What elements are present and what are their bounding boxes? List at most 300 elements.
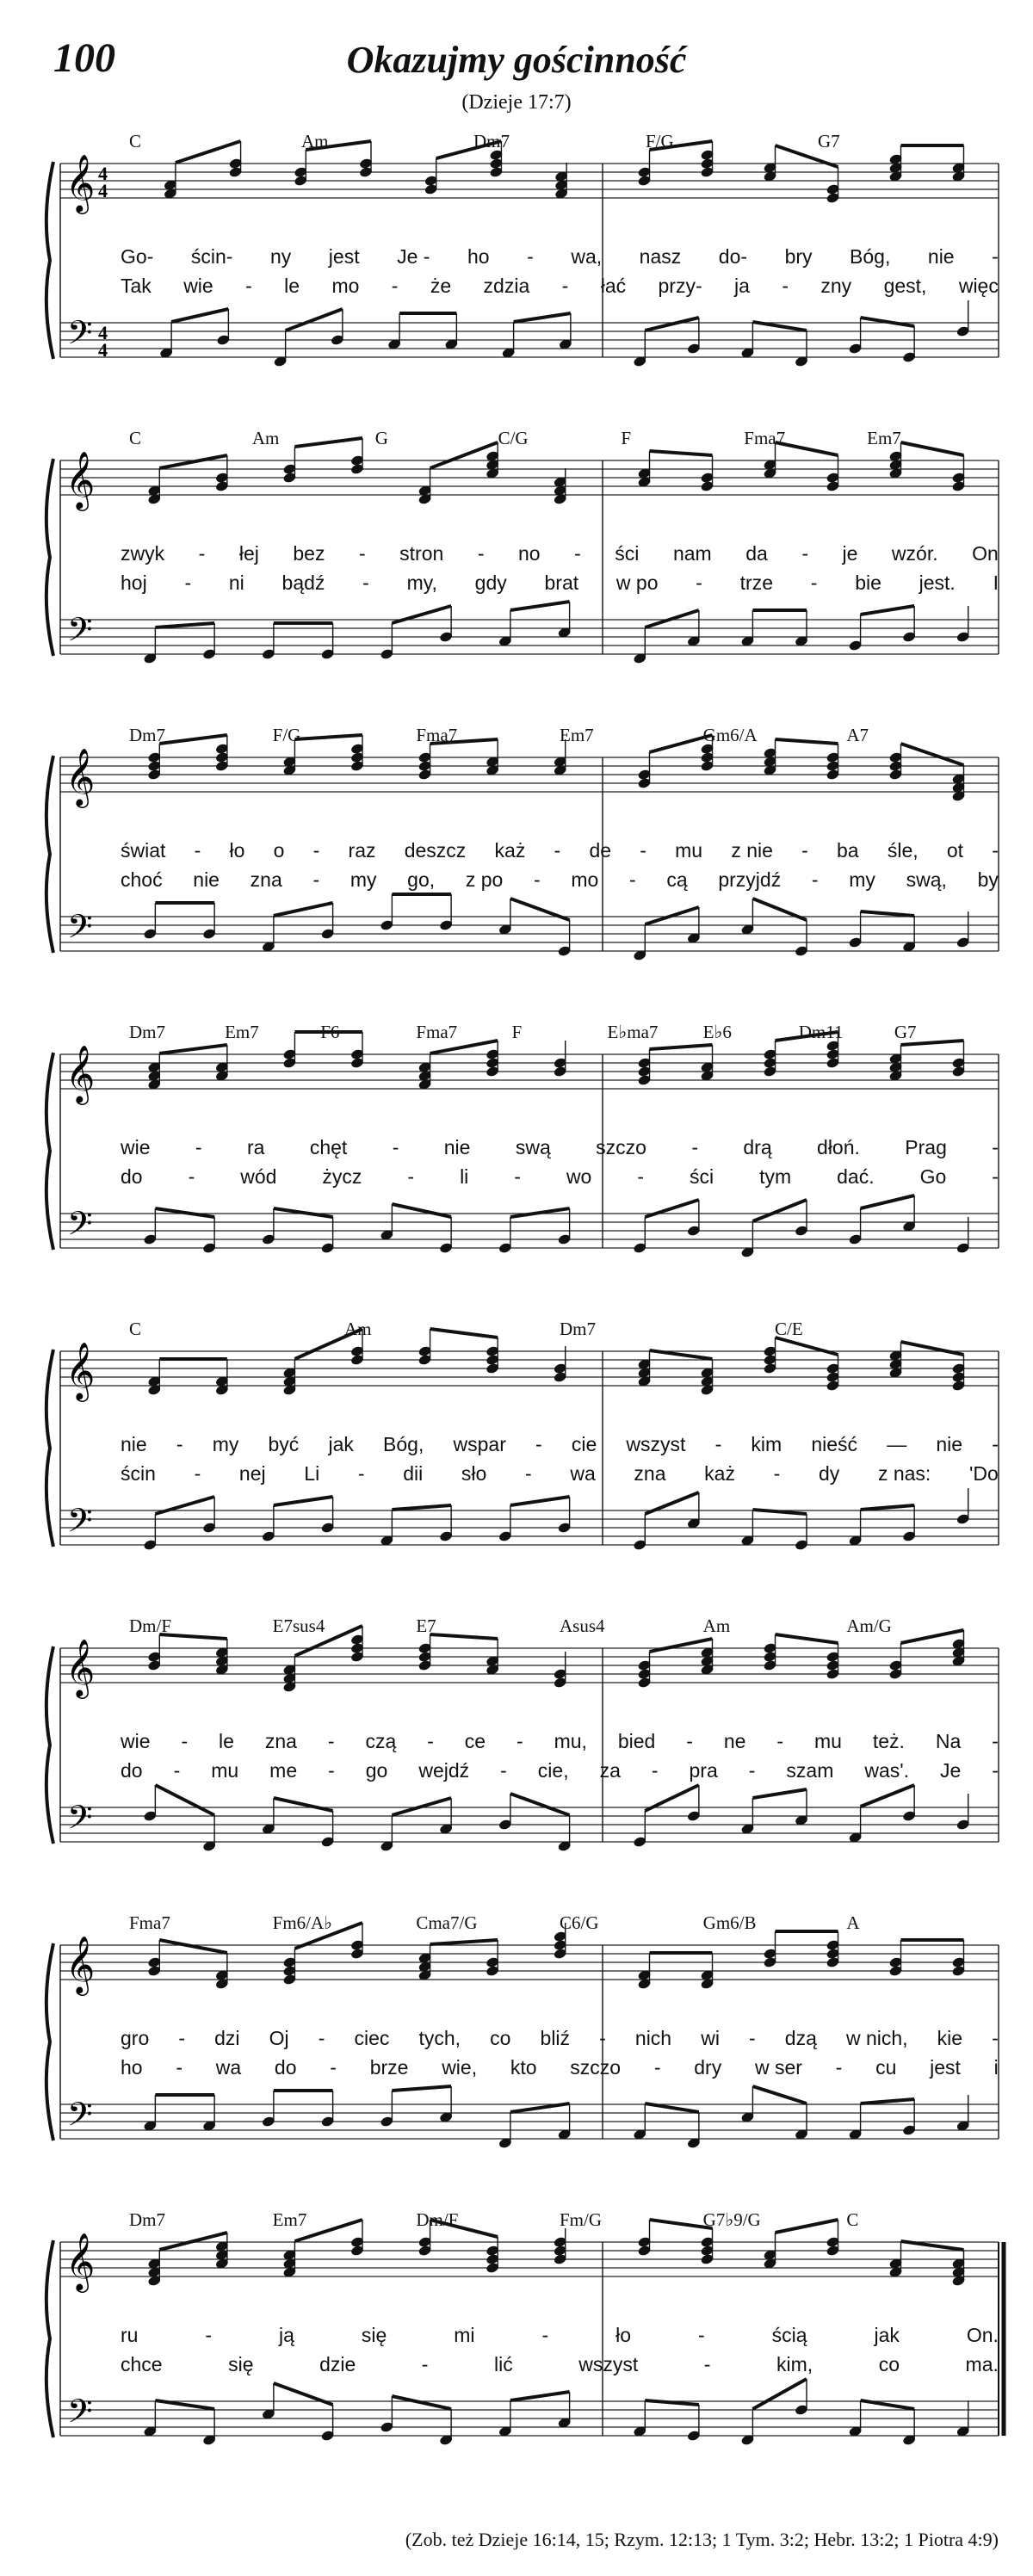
chord-symbol: Dm7 [560,1319,596,1339]
treble-note [553,2228,567,2265]
lyric-syllable: Je - [397,245,430,268]
beam [155,623,214,627]
lyric-syllable: ny [269,245,292,268]
treble-clef: 𝄞 [65,2232,96,2290]
lyric-syllable: jak [328,1433,354,1455]
lyric-syllable: - [535,1433,542,1455]
lyric-verse-1 [121,2027,999,2053]
beam [294,438,362,447]
bass-note [320,903,335,940]
brace [46,1943,53,2140]
lyric-syllable: wszyst [626,1433,686,1455]
beam [752,2379,807,2409]
lyric-syllable: mu [211,1759,239,1782]
lyric-syllable: ło [229,839,245,862]
lyric-syllable: was'. [864,1759,910,1782]
chord-symbol: Fma7 [129,1912,170,1933]
beam [430,1940,498,1944]
time-signature-top: 4 [98,322,108,343]
lyric-syllable: - [516,1730,523,1752]
lyric-syllable: brat [544,571,579,594]
lyric-syllable: ni [228,571,244,594]
lyric-syllable: wszyst [578,2353,639,2375]
beam [861,606,915,615]
bass-note [380,894,394,931]
bass-note [380,2091,394,2128]
lyric-syllable: ho [467,245,490,268]
lyric-syllable: wód [240,1165,277,1188]
chord-symbol: Dm7 [473,131,510,151]
lyric-syllable: bez [293,542,325,565]
beam [159,1045,227,1053]
lyric-syllable: przyjdź [718,868,782,891]
lyric-syllable: w nich, [845,2027,908,2049]
lyric-syllable: - [992,1730,999,1752]
lyric-syllable: ru [121,2324,139,2346]
beam [752,1789,807,1798]
beam [176,141,241,163]
beam [510,2392,570,2400]
bass-note [202,903,217,940]
lyric-verse-2 [121,1462,999,1488]
lyric-syllable: - [629,868,636,891]
beam [650,451,713,455]
lyric-verse-1 [121,1136,999,1162]
treble-clef: 𝄞 [65,747,96,806]
music-system [0,426,1033,723]
lyric-verse-1 [121,2324,999,2350]
lyric-syllable: - [534,868,541,891]
treble-note [826,1931,840,1968]
treble-note [282,1032,297,1069]
lyric-syllable: swą [515,1136,551,1158]
lyric-syllable: co [878,2353,900,2375]
lyric-syllable: - [691,1136,698,1158]
lyric-syllable: On [972,542,999,565]
lyric-syllable: ści [615,542,640,565]
lyric-syllable: - [421,2353,429,2375]
lyric-syllable: bądź [281,571,325,594]
beam [861,318,915,326]
lyric-syllable: gest, [883,275,927,297]
lyric-syllable: - [318,2027,325,2049]
lyric-syllable: bie [855,571,881,594]
beam [776,2220,838,2233]
lyric-syllable: z nas: [877,1462,931,1485]
treble-staff [60,757,999,792]
lyric-syllable: świat [121,839,166,862]
lyric-verse-2 [121,1759,999,1785]
bass-note [687,1200,702,1237]
lyric-syllable: dzi [214,2027,240,2049]
beam [650,1045,713,1049]
beam [392,606,451,623]
lyric-syllable: chęt [309,1136,348,1158]
lyric-syllable: - [312,868,320,891]
lyric-syllable: wa [570,1462,596,1485]
lyric-syllable: Bóg, [383,1433,424,1455]
lyric-verse-2 [121,1165,999,1191]
lyric-syllable: - [714,1433,722,1455]
lyric-syllable: i [993,2056,999,2079]
song-number: 100 [53,35,115,81]
lyric-syllable: go, [407,868,436,891]
lyric-syllable: — [887,1433,907,1455]
lyric-syllable: każ [704,1462,735,1485]
beam [155,1497,214,1514]
lyric-syllable: - [312,839,320,862]
lyric-syllable: Bóg, [850,245,891,268]
treble-note [486,1041,500,1078]
lyric-syllable: ło [615,2324,632,2346]
beam [650,1639,713,1652]
beam [510,1794,570,1815]
chord-symbol: G [374,428,388,448]
treble-note [350,2220,365,2257]
lyric-syllable: zny [820,275,852,297]
lyric-syllable: ra [246,1136,265,1158]
lyric-syllable: - [992,1433,999,1455]
lyric-verse-2 [121,868,999,894]
lyric-syllable: Oj [269,2027,289,2049]
lyric-syllable: - [184,571,192,594]
chord-symbol: G7♭9/G [702,2209,761,2230]
chord-symbol: Em7 [560,725,594,745]
lyric-syllable: - [358,542,366,565]
lyric-syllable: cie, [537,1759,569,1782]
time-signature-top: 4 [98,163,108,184]
lyric-syllable: dry [694,2056,722,2079]
lyric-syllable: ba [837,839,859,862]
chord-symbol: Am [251,428,280,448]
beam [861,1505,915,1510]
chord-symbol: G7 [818,131,840,151]
brace [46,459,53,656]
chord-symbol: C [129,1319,142,1339]
bass-note [202,1497,217,1534]
lyric-syllable: się [361,2324,387,2346]
beam [514,313,571,322]
beam [645,318,699,330]
bass-clef: 𝄢 [67,610,93,657]
beam [861,911,915,916]
lyric-syllable: - [574,542,581,565]
lyric-syllable: raz [348,839,376,862]
brace [46,2240,53,2437]
lyric-syllable: - [992,839,999,862]
lyric-syllable: - [357,1462,365,1485]
chord-symbol: Dm7 [129,725,165,745]
beam [645,907,699,924]
lyric-syllable: - [992,1759,999,1782]
lyric-syllable: - [477,542,485,565]
lyric-syllable: nej [238,1462,266,1485]
treble-note [700,2228,714,2265]
bass-clef: 𝄢 [67,2095,93,2141]
lyric-syllable: - [407,1165,415,1188]
lyric-syllable: nam [672,542,712,565]
lyric-syllable: - [992,1136,999,1158]
chord-symbol: G7 [894,1022,917,1042]
lyric-syllable: ma. [965,2353,999,2375]
beam [392,1505,451,1510]
beam [645,610,699,627]
beam [861,1785,915,1807]
brace [46,1350,53,1547]
lyric-syllable: nie [121,1433,147,1455]
bass-note [439,606,454,643]
lyric-syllable: - [427,1730,434,1752]
lyric-syllable: by [977,868,999,891]
treble-note [215,735,230,772]
beam [155,1208,214,1217]
chord-symbol: E7 [416,1615,436,1636]
lyric-syllable: jest [328,245,360,268]
lyric-syllable: łej [238,542,259,565]
lyric-verse-2 [121,2056,999,2082]
bass-note [439,894,454,931]
lyric-syllable: - [686,1730,693,1752]
lyric-syllable: ścin- [190,245,233,268]
lyric-syllable: nich [634,2027,672,2049]
lyric-syllable: cu [875,2056,897,2079]
beam [392,1204,451,1217]
lyric-syllable: - [178,2027,186,2049]
lyric-syllable: stron [399,542,444,565]
bass-note [262,2091,276,2128]
lyric-syllable: - [176,1433,183,1455]
lyric-syllable: w ser [754,2056,802,2079]
lyric-verse-1 [121,542,999,568]
lyric-syllable: - [697,2324,705,2346]
lyric-syllable: szczo [570,2056,622,2079]
lyric-syllable: - [992,1165,999,1188]
treble-note [350,438,365,475]
treble-staff [60,2242,999,2276]
lyric-syllable: z nie [731,839,773,862]
lyric-verse-1 [121,245,999,271]
chord-symbol: F/G [646,131,674,151]
treble-clef: 𝄞 [65,1935,96,1993]
lyric-syllable: ścią [771,2324,807,2346]
lyric-syllable: - [810,571,818,594]
treble-note [486,1337,500,1374]
beam [392,1798,451,1815]
lyric-syllable: dzą [784,2027,817,2049]
lyric-syllable: - [992,245,999,268]
brace [46,162,53,359]
lyric-syllable: - [748,1759,756,1782]
beam [901,1342,964,1355]
lyric-syllable: z po [465,868,504,891]
treble-clef: 𝄞 [65,153,96,212]
lyric-syllable: wejdź [418,1759,470,1782]
lyric-syllable: - [328,1759,335,1782]
beam [274,903,333,916]
bass-note [216,309,231,346]
beam [752,2086,807,2103]
time-signature-bottom: 4 [98,180,108,201]
lyric-syllable: - [637,1165,644,1188]
lyric-syllable: wie [121,1730,151,1752]
chord-symbol: Em7 [867,428,901,448]
treble-note [359,141,374,178]
chord-symbol: E7sus4 [272,1615,325,1636]
chord-symbol: Fm6/A♭ [272,1912,333,1933]
song-title: Okazujmy gościnność [346,39,687,81]
chord-symbol: Gm6/A [702,725,758,745]
lyric-syllable: zna [264,1730,297,1752]
treble-clef: 𝄞 [65,1341,96,1399]
lyric-syllable: dłoń. [817,1136,860,1158]
treble-note [637,2220,652,2257]
treble-note [763,1041,777,1078]
lyric-syllable: dii [403,1462,424,1485]
chord-symbol: Fma7 [744,428,786,448]
chord-symbol: C [129,428,142,448]
lyric-syllable: - [188,1165,195,1188]
lyric-syllable: my [849,868,875,891]
treble-note [888,744,903,781]
lyric-syllable: 'Do [969,1462,999,1485]
treble-staff [60,460,999,495]
lyric-syllable: Je [940,1759,962,1782]
lyric-syllable: dy [818,1462,840,1485]
lyric-syllable: - [703,2353,711,2375]
lyric-syllable: też. [872,1730,905,1752]
lyric-syllable: tym [759,1165,792,1188]
lyric-syllable: pra [689,1759,718,1782]
treble-note [763,1337,777,1374]
lyric-syllable: wo [566,1165,592,1188]
lyric-syllable: - [776,1730,784,1752]
lyric-syllable: wie [183,275,213,297]
lyric-syllable: - [514,1165,521,1188]
bass-clef: 𝄢 [67,313,93,360]
bass-note [143,903,158,940]
music-system [0,129,1033,426]
lyric-syllable: - [696,571,702,594]
lyric-syllable: więc [958,275,999,297]
beam [155,1785,214,1815]
lyric-syllable: - [392,1136,399,1158]
beam [159,1940,227,1953]
beam [776,1634,838,1643]
treble-staff [60,1054,999,1089]
lyric-verse-1 [121,1433,999,1459]
lyric-syllable: że [430,275,452,297]
chord-symbol: Dm7 [129,2209,165,2230]
lyric-syllable: co [490,2027,511,2049]
lyric-syllable: Prag [905,1136,947,1158]
lyric-syllable: - [782,275,789,297]
bass-note [902,606,917,643]
beam [901,1630,964,1643]
treble-note [418,1329,432,1366]
treble-clef: 𝄞 [65,1638,96,1696]
chord-symbol: Am [301,131,329,151]
lyric-syllable: przy- [658,275,702,297]
lyric-syllable: życz [322,1165,362,1188]
lyric-syllable: On. [966,2324,999,2346]
chord-symbol: Am [702,1615,731,1636]
lyric-syllable: jak [874,2324,900,2346]
lyric-verse-2 [121,275,999,300]
beam [510,1497,570,1505]
lyric-syllable: mu [813,1730,842,1752]
beam [901,744,964,765]
beam [392,2086,451,2091]
lyric-syllable: Go- [121,245,154,268]
beam [274,1798,333,1811]
lyric-syllable: kie [937,2027,963,2049]
lyric-syllable: do [274,2056,297,2079]
chord-symbol: Fma7 [416,725,458,745]
chord-symbol: C/E [775,1319,803,1339]
lyric-syllable: - [198,542,206,565]
lyric-syllable: mi [454,2324,475,2346]
lyric-syllable: - [801,839,808,862]
lyric-syllable: ją [279,2324,294,2346]
lyric-syllable: - [640,839,646,862]
lyric-syllable: - [835,2056,843,2079]
beam [274,1208,333,1217]
lyric-syllable: cą [666,868,688,891]
treble-note [826,2220,840,2257]
chord-symbol: E♭6 [702,1022,732,1042]
lyric-syllable: - [181,1730,189,1752]
chord-symbol: A [846,1912,860,1933]
chord-symbol: A7 [846,725,869,745]
lyric-syllable: do [121,1165,143,1188]
treble-note [294,150,308,187]
music-system [0,1317,1033,1614]
lyric-syllable: go [365,1759,388,1782]
lyric-syllable: ści [689,1165,714,1188]
treble-note [826,744,840,781]
chord-symbol: Dm/F [416,2209,459,2230]
lyric-syllable: wspar [453,1433,506,1455]
chord-symbol: F [511,1022,523,1042]
lyric-syllable: wa, [571,245,603,268]
lyric-syllable: Tak [121,275,152,297]
lyric-syllable: ot [946,839,964,862]
lyric-syllable: Li [304,1462,320,1485]
beam [294,735,362,739]
bass-clef: 𝄢 [67,1501,93,1547]
lyric-syllable: choć [121,868,163,891]
treble-note [282,447,297,484]
lyric-syllable: Na [935,1730,962,1752]
lyric-verse-2 [121,2353,999,2379]
lyric-syllable: zdzia [483,275,530,297]
lyric-syllable: - [541,2324,549,2346]
treble-note [763,1931,777,1968]
beam [776,1337,838,1355]
lyric-syllable: nie [443,1136,471,1158]
lyric-syllable: - [651,1759,659,1782]
song-header [0,0,1033,129]
lyric-verse-1 [121,839,999,865]
lyric-syllable: wie, [442,2056,478,2079]
lyric-syllable: kto [510,2056,537,2079]
lyric-syllable: sło [461,1462,487,1485]
chord-symbol: C/G [498,428,529,448]
beam [510,1208,570,1217]
chord-symbol: Asus4 [560,1615,605,1636]
lyric-syllable: je [842,542,858,565]
lyric-syllable: no [518,542,541,565]
